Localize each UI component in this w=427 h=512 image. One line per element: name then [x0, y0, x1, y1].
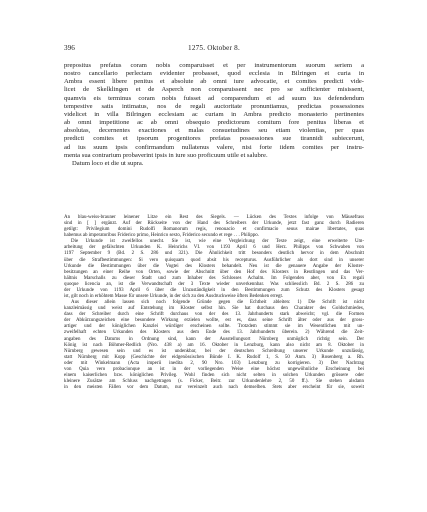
note-line: Urkunde die Bestimmungen über die Vogtei des Klosters behandelt. Neu ist die genauere Angabe der Kloster-	[64, 263, 364, 269]
note-line: statt Nürnberg mit Kopp (Geschichte der eidgenössischen Bünde I. K. Rudolf 1, S. 50 Anm. 3) Rosenberg a. Rh.	[64, 354, 364, 360]
note-line: in den meisten Fällen vor dem Datum, nur vereinzelt auch nach demselben. Stets aber erscheint für sie, soweit	[64, 385, 364, 391]
note-line: getilgt: Privilegium domini Rudolfi Romanorum regis, renouacio et confirmacio seuus mairae libertates, quas	[64, 227, 364, 233]
note-line: kanzleimässig und weist auf Entstehung im Kloster selbst hin. Sie hat durchaus den Charakter des Goldschmiedes,	[64, 306, 364, 312]
charter-line: Ambra essent libere penitus et absolute ab omni iure advocatie, et comites predicti vide-	[64, 78, 364, 86]
charter-line: licet de Skelklingen et de Asperch non comparuissent nec pro se sufficienter misissent,	[64, 86, 364, 94]
note-line: von Quia vero probacionque an ist in der vorliegenden Weise eine höchst ungewöhnliche Erscheinung bei	[64, 366, 364, 372]
note-line: ist, gilt noch in erhöhtem Masse für unsere Urkunde, in der sich zu den Ausdruckweise öfters Bedenken erregt.	[64, 294, 284, 300]
note-line: artiger und der königlichen Kanzlei würdiger erscheinen sollte. Trotzdem stimmt sie im Wesentlichen mit un-	[64, 324, 364, 330]
note-line: angaben des Datums in Ordnung sind, kann der Ausstellungsort Nürnberg unmöglich richtig sein. Der	[64, 336, 364, 342]
charter-line: videlicet in villa Bilringen ecclesiam ac curiam in Ambra predicto monasterio pertinentes	[64, 110, 364, 118]
page-header	[64, 44, 364, 54]
note-line: Aus dieser allein lassen sich noch folgende Gründe gegen die Echtheit ableiten: 1) Die Schrift ist nicht	[71, 300, 364, 306]
note-line: Nürnberg gewesen sein und es ist undenkbar, bei der deutschen Schreibung unserer Urkunde unzulässig,	[64, 348, 364, 354]
charter-line: prepositus prefatus coram nobis comparuisset et per instrumentorum suorum seriem a	[64, 62, 364, 69]
note-line: habemus ab imperatoribus Friderico primo, Heinrico sexto, Friderico secundo et rege . . . Philippo.	[64, 233, 259, 239]
charter-line: ad ius suum ipsis confirmandum nullatenus valere, nisi forte iidem comites per instru-	[64, 143, 364, 151]
page-number: 396	[64, 44, 75, 52]
note-line: Die Urkunde ist zweifellos unecht. Sie ist, wie eine Vergleichung der Texte zeigt, eine erweiterte Um-	[71, 239, 364, 245]
running-title: 1275. Oktober 8.	[188, 44, 240, 52]
datum-line: Datum loco et die ut supra.	[72, 159, 144, 167]
note-line: sind in [ ] ergänzt. Auf der Rückseite von der Hand des Schreibers der Urkunde, jetzt fast ganz durch Radieren	[64, 221, 364, 227]
note-line: An blau-weiss-brauner leinener Litze ein Rest des Siegels. — Lücken des Textes infolge von Mäusefrass	[64, 215, 364, 220]
note-line: zweifelhaft echten Urkunden des Klosters aus dem Ende des 13. Jahrhunderts überein. 2) Während die Zeit-	[64, 330, 364, 336]
note-line: der Urkunde von 1193 April 6 über die Unzuständigkeit in den Bestimmungen zum Schutz des Klosters gesagt	[64, 287, 364, 293]
charter-line: absolutas, decernentes exactiones et malas consuetudines seu etiam violentias, per quas	[64, 127, 364, 135]
note-line: oder mit Winkelmann (Acta imperii inedita 2, 90 Nro. 103) Lenzburg zu korrigieren. 3) Der Nachtrag	[64, 360, 364, 366]
charter-line: menta sua contrarium probaverint ipsis in iure suo proficuum utile et salubre.	[64, 151, 268, 159]
note-line: der Abkürzungszeichen eine besondere Wirkung erzielen wollte, est es, dass seine Schrift älter oder aus der gross-	[64, 318, 364, 324]
note-line: besitzungen an einer Reihe von Orten, sowie der Abschnitt über den Hof des Klosters in Reutlingen und das Ver-	[64, 269, 364, 275]
charter-line: predicti comites et ipsorum progenitores prefatas possessiones sue tirannidi subiecerunt,	[64, 135, 364, 143]
note-line: kleinere Zusätze am Schluss nachgetragen (s. Ficker, Beitr. zur Urkundenlehre 2, 50 ff.). Sie stehen alsdann	[64, 379, 364, 385]
charter-line: tempestive satis intimatus, nos de regali auctoritate pronuntiamus, predictas possessiones	[64, 102, 364, 110]
note-line: quoque licencia an, ist die Verwandtschaft der 3 Texte wieder unverkennbar. Was schliesslich Bd. 2 S. 286 zu	[64, 281, 364, 287]
charter-text	[64, 62, 364, 168]
charter-line: quamvis eis terminus coram nobis fuisset ad comparendum et ad suum ius defendendum	[64, 94, 364, 102]
note-line: hältnis Marschalls zu dieser Stadt und zum Inhaber des Schlosses Achalm. Im Folgenden aber, von Ex regali	[64, 275, 364, 281]
note-line: 1197 September 9 (Bd. 2 S. 286 und 321). Die Ähnlichkeit tritt besonders deutlich hervor in dem Abschnitt	[64, 251, 364, 257]
charter-line: ab omni impetitione ac ab omni obsequio predictorum comitum fore penitus liberas et	[64, 119, 364, 127]
note-line: über die Strafbestimmungen: Si vero quisquam quod absit his recepturus. Ausführlicher als dort sind in unserer	[64, 257, 364, 263]
note-line: einem kaiserlichen bzw. königlichen Privileg. Wohl finden sich nicht selten in solchen Urkunden grössere oder	[64, 373, 364, 379]
note-line: dass der Schreiber durch eine Schrift durchaus von der des 13. Jahrhunderts stark abweicht; vgl. die Formen	[64, 312, 364, 318]
charter-line: nostro cancellario perlectam evidenter probasset, quod ecclesia in Bilringen et curia in	[64, 70, 364, 78]
editorial-notes	[64, 215, 364, 391]
note-line: König ist nach Böhmer-Redlich (Nro. 438 a) am 16. Oktober in Lenzburg, kann also nicht am 8. Oktober in	[64, 342, 364, 348]
note-line: arbeitung der gefälschten Urkunden K. Heinrichs VI. von 1193 April 6 und Herz. Philipps von Schwaben von	[64, 245, 364, 251]
